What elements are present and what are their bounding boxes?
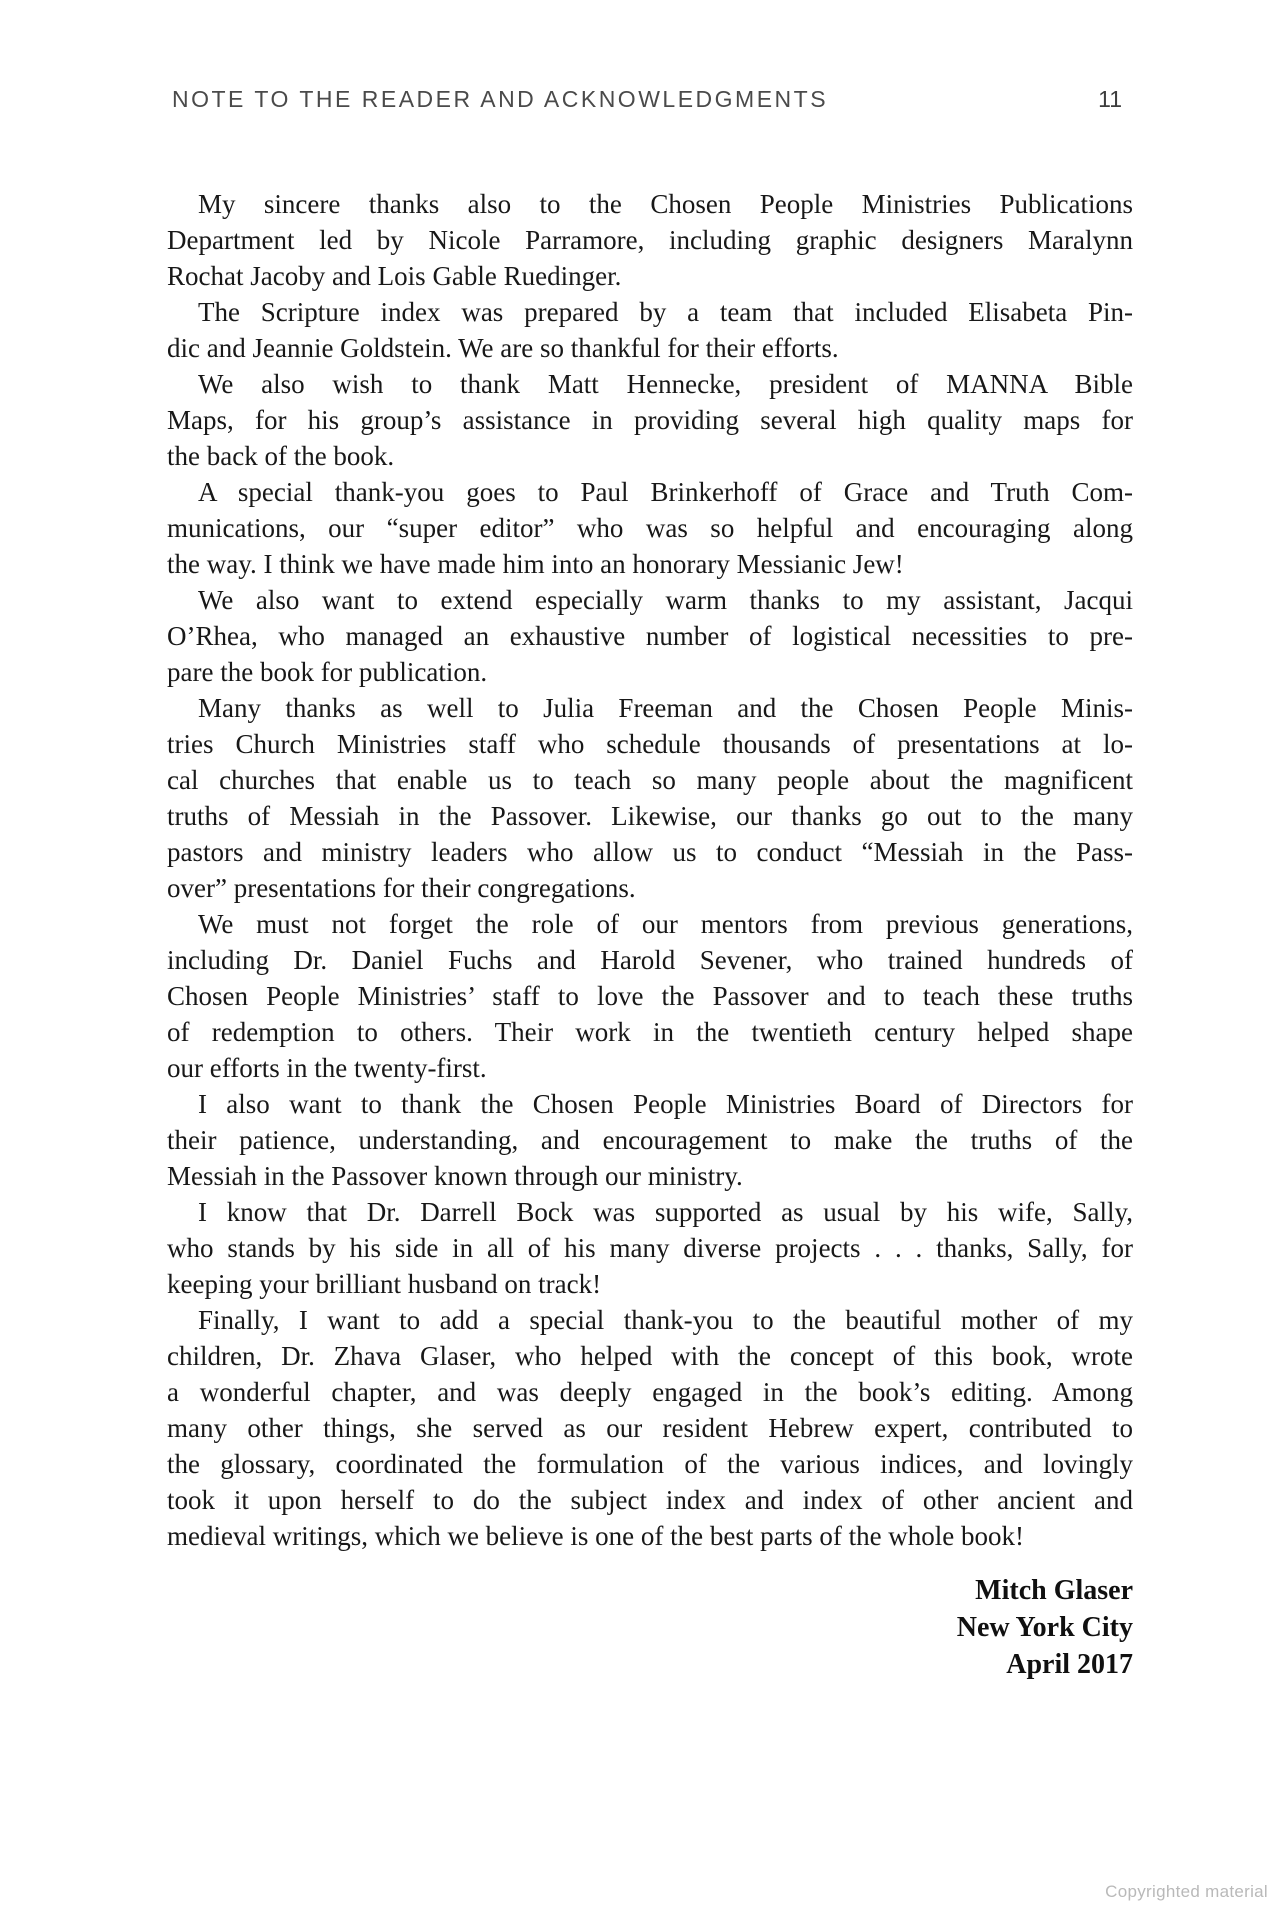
text-line: pare the book for publication. [167,657,488,687]
paragraph [167,1302,1133,1554]
text-line: including Dr. Daniel Fuchs and Harold Sevener, who trained hundreds of [167,945,1133,975]
text-line: Chosen People Ministries’ staff to love the Passover and to teach these truths [167,981,1133,1011]
text-line: We also wish to thank Matt Hennecke, president of MANNA Bible [198,369,1133,399]
text-line: cal churches that enable us to teach so many people about the magnificent [167,765,1133,795]
signature-name: Mitch Glaser [975,1575,1133,1606]
signature-block [167,1572,1133,1683]
running-head [172,86,1122,113]
signature-place: New York City [956,1612,1133,1643]
text-line: our efforts in the twenty-first. [167,1053,487,1083]
text-line: dic and Jeannie Goldstein. We are so thankful for their efforts. [167,333,839,363]
text-line: My sincere thanks also to the Chosen People Ministries Publications [198,189,1133,219]
text-line: children, Dr. Zhava Glaser, who helped with the concept of this book, wrote [167,1341,1133,1371]
paragraph [167,366,1133,474]
text-line: the back of the book. [167,441,395,471]
paragraph [167,294,1133,366]
copyright-watermark: Copyrighted material [1105,1882,1268,1901]
text-line: over” presentations for their congregations. [167,873,636,903]
paragraph [167,690,1133,906]
text-line: We also want to extend especially warm thanks to my assistant, Jacqui [198,585,1133,615]
text-line: munications, our “super editor” who was so helpful and encouraging along [167,513,1133,543]
text-line: The Scripture index was prepared by a team that included Elisabeta Pin- [198,297,1133,327]
paragraph [167,906,1133,1086]
paragraph [167,582,1133,690]
body-text [167,186,1133,1554]
text-line: of redemption to others. Their work in the twentieth century helped shape [167,1017,1133,1047]
paragraph [167,1086,1133,1194]
text-line: many other things, she served as our resident Hebrew expert, contributed to [167,1413,1133,1443]
text-line: medieval writings, which we believe is one of the best parts of the whole book! [167,1521,1025,1551]
text-line: I know that Dr. Darrell Bock was supported as usual by his wife, Sally, [198,1197,1133,1227]
text-line: their patience, understanding, and encouragement to make the truths of the [167,1125,1133,1155]
text-line: keeping your brilliant husband on track! [167,1269,602,1299]
text-line: a wonderful chapter, and was deeply engaged in the book’s editing. Among [167,1377,1133,1407]
text-line: Department led by Nicole Parramore, including graphic designers Maralynn [167,225,1133,255]
text-line: who stands by his side in all of his many diverse projects . . . thanks, Sally, for [167,1233,1133,1263]
signature-date: April 2017 [1006,1649,1133,1680]
text-line: Rochat Jacoby and Lois Gable Ruedinger. [167,261,622,291]
text-line: Maps, for his group’s assistance in providing several high quality maps for [167,405,1133,435]
text-line: truths of Messiah in the Passover. Likewise, our thanks go out to the many [167,801,1133,831]
text-line: O’Rhea, who managed an exhaustive number of logistical necessities to pre- [167,621,1133,651]
text-line: Messiah in the Passover known through our ministry. [167,1161,743,1191]
text-line: pastors and ministry leaders who allow us to conduct “Messiah in the Pass- [167,837,1133,867]
text-line: A special thank-you goes to Paul Brinkerhoff of Grace and Truth Com- [198,477,1133,507]
paragraph [167,474,1133,582]
text-line: Many thanks as well to Julia Freeman and the Chosen People Minis- [198,693,1133,723]
text-line: I also want to thank the Chosen People Ministries Board of Directors for [198,1089,1133,1119]
page-number: 11 [1098,86,1122,112]
text-line: Finally, I want to add a special thank-you to the beautiful mother of my [198,1305,1133,1335]
text-line: the way. I think we have made him into an honorary Messianic Jew! [167,549,904,579]
text-line: We must not forget the role of our mentors from previous generations, [198,909,1133,939]
paragraph [167,186,1133,294]
text-line: tries Church Ministries staff who schedule thousands of presentations at lo- [167,729,1133,759]
running-head-title: NOTE TO THE READER AND ACKNOWLEDGMENTS [172,86,829,112]
paragraph [167,1194,1133,1302]
text-line: took it upon herself to do the subject index and index of other ancient and [167,1485,1133,1515]
text-line: the glossary, coordinated the formulation of the various indices, and lovingly [167,1449,1133,1479]
